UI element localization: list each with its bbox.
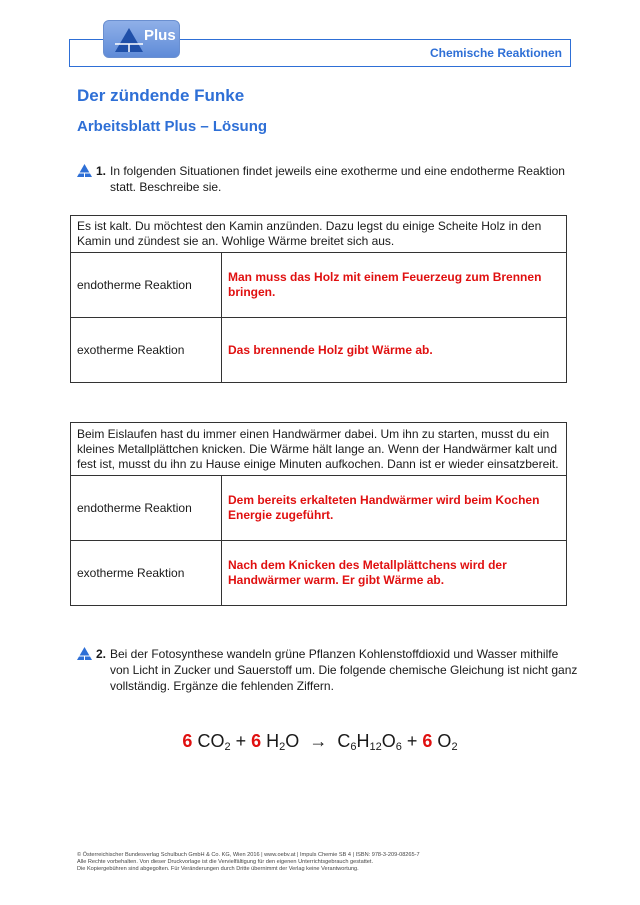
task-number: 1. bbox=[96, 164, 107, 178]
difficulty-triangle-icon bbox=[77, 647, 92, 660]
footer-line: © Österreichischer Bundesverlag Schulbuch GmbH & Co. KG, Wien 2016 | www.oebv.at | Impuls Chemie SB 4 | ISBN: 978-3-209-08265-7 bbox=[77, 852, 420, 858]
logo-text: Plus bbox=[144, 27, 176, 44]
reaction-answer: Dem bereits erkalteten Handwärmer wird beim Kochen Energie zugeführt. bbox=[222, 476, 567, 541]
reaction-answer: Nach dem Knicken des Metallplättchens wird der Handwärmer warm. Er gibt Wärme ab. bbox=[222, 541, 567, 606]
reaction-arrow-icon: → bbox=[309, 731, 328, 751]
situation-table-2 bbox=[70, 422, 567, 606]
page-title: Der zündende Funke bbox=[77, 86, 245, 105]
copyright-footer bbox=[77, 852, 577, 873]
task-number: 2. bbox=[96, 647, 107, 661]
reaction-answer: Das brennende Holz gibt Wärme ab. bbox=[222, 318, 567, 383]
task-text: In folgenden Situationen findet jeweils eine exotherme und eine endotherme Reaktion statt. Beschreibe sie. bbox=[110, 164, 565, 194]
reaction-label: exotherme Reaktion bbox=[71, 541, 222, 606]
situation-text: Es ist kalt. Du möchtest den Kamin anzünden. Dazu legst du einige Scheite Holz in den Kamin und zündest sie an. Wohlige Wärme breitet sich aus. bbox=[71, 216, 567, 253]
coefficient-o2: 6 bbox=[422, 731, 433, 751]
formula-co2: $CO_2$ bbox=[197, 731, 231, 753]
coefficient-co2: 6 bbox=[182, 731, 193, 751]
formula-h2o: $H_2O$ bbox=[266, 731, 300, 753]
formula-o2: $O_2$ bbox=[437, 731, 458, 753]
situation-text: Beim Eislaufen hast du immer einen Handwärmer dabei. Um ihn zu starten, musst du ein kleines Metallplättchen knicken. Die Wärme hält lange an. Wenn der Handwärmer kalt und fest ist, musst du ihn zu Hause einige Minuten aufkochen. Dann ist er wieder einsatzbereit. bbox=[71, 423, 567, 476]
reaction-label: endotherme Reaktion bbox=[71, 476, 222, 541]
reaction-answer: Man muss das Holz mit einem Feuerzeug zum Brennen bringen. bbox=[222, 253, 567, 318]
coefficient-h2o: 6 bbox=[251, 731, 262, 751]
plus-sign: + bbox=[235, 731, 247, 751]
task-text: Bei der Fotosynthese wandeln grüne Pflanzen Kohlenstoffdioxid und Wasser mithilfe von Licht in Zucker und Sauerstoff um. Die folgende chemische Gleichung ist nicht ganz vollständig. Ergänze die fehlenden Ziffern. bbox=[110, 647, 578, 693]
footer-line: Alle Rechte vorbehalten. Von dieser Druckvorlage ist die Vervielfältigung für den eigenen Unterrichtsgebrauch gestattet. bbox=[77, 859, 374, 865]
difficulty-triangle-icon bbox=[77, 164, 92, 177]
page-subtitle: Arbeitsblatt Plus – Lösung bbox=[77, 118, 268, 135]
triangle-logo-icon bbox=[114, 27, 144, 53]
section-title: Chemische Reaktionen bbox=[429, 46, 562, 60]
plus-sign: + bbox=[406, 731, 418, 751]
footer-line: Die Kopiergebühren sind abgegolten. Für Veränderungen durch Dritte übernimmt der Verlag keine Verantwortung. bbox=[77, 866, 359, 872]
formula-glucose: $C_6H_{12}O_6$ bbox=[337, 731, 402, 753]
reaction-label: exotherme Reaktion bbox=[71, 318, 222, 383]
photosynthesis-equation bbox=[0, 731, 640, 753]
situation-table-1 bbox=[70, 215, 567, 383]
plus-logo bbox=[103, 20, 180, 58]
reaction-label: endotherme Reaktion bbox=[71, 253, 222, 318]
